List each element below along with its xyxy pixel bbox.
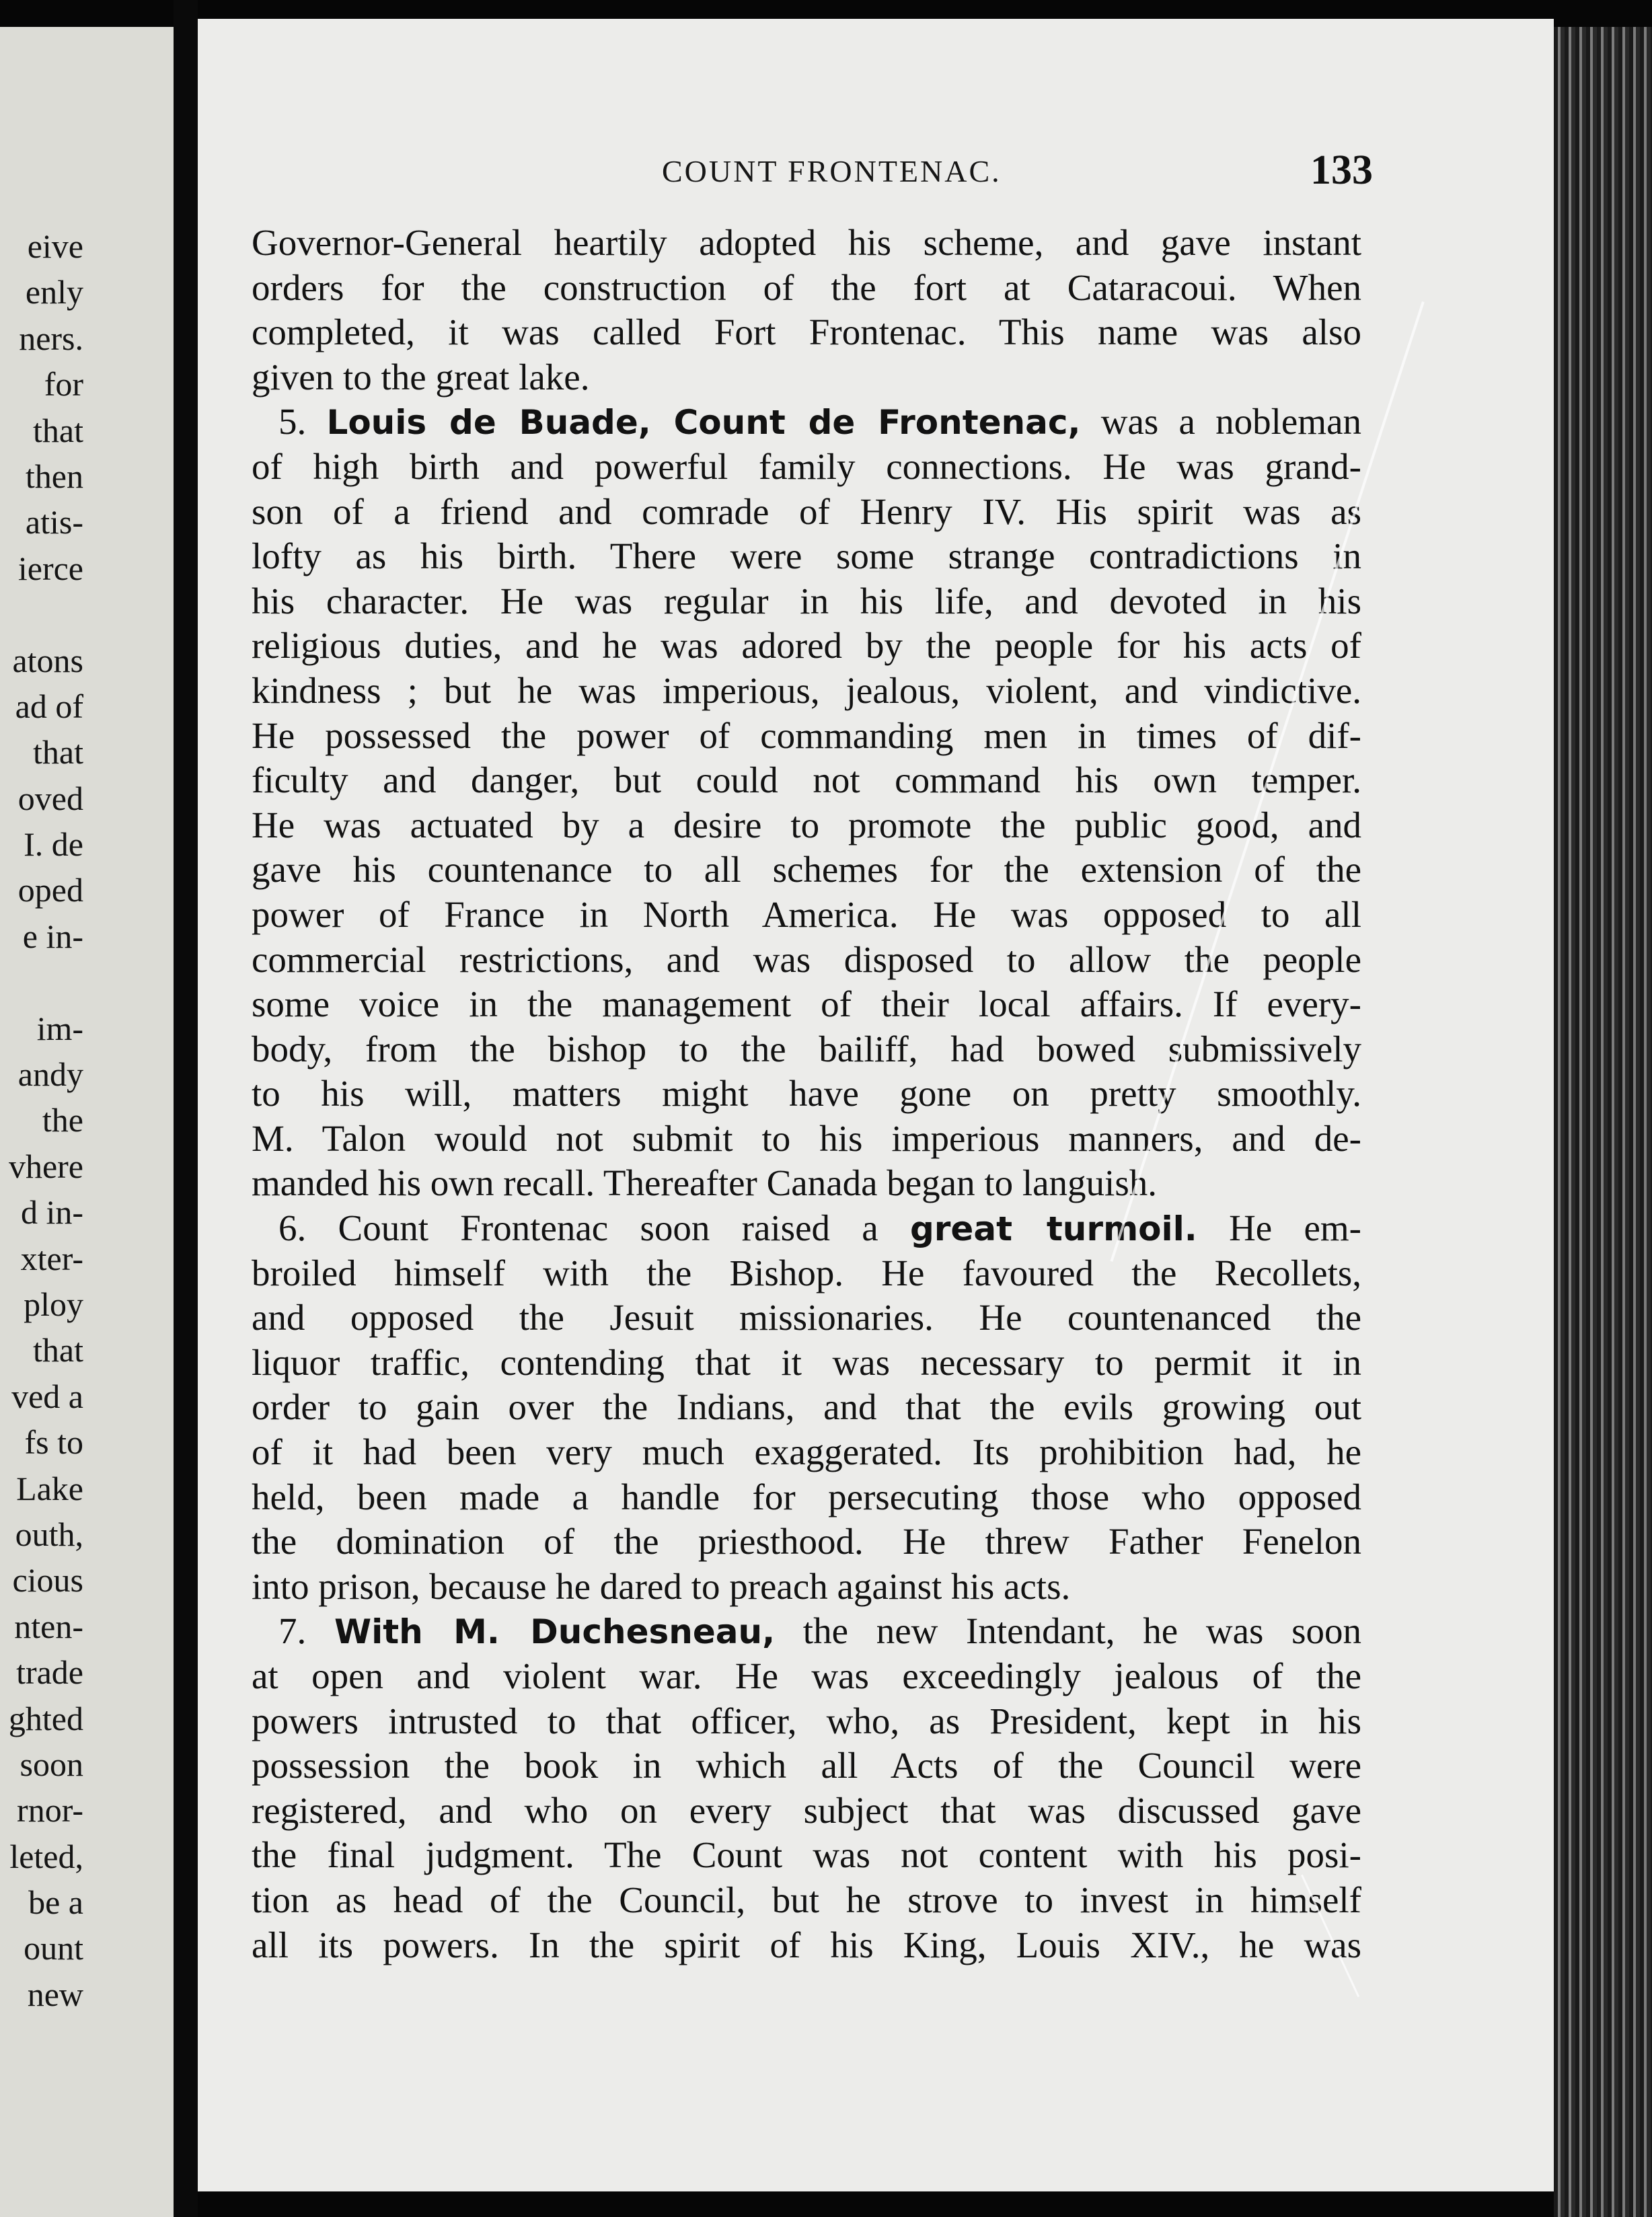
text-line: powers intrusted to that officer, who, as President, kept in his <box>252 1700 1361 1741</box>
text-line: broiled himself with the Bishop. He favoured the Recollets, <box>252 1252 1361 1293</box>
left-page-fragment: fs to <box>24 1423 83 1462</box>
left-page-fragments <box>9 223 83 2017</box>
left-page-fragment: atis- <box>25 503 83 541</box>
left-page-fragment: ved a <box>11 1377 83 1415</box>
left-page-fragment: atons <box>12 641 83 679</box>
text-line: of it had been very much exaggerated. Its prohibition had, he <box>252 1431 1361 1473</box>
left-page-fragment <box>9 591 83 637</box>
left-page-fragment <box>9 959 83 1005</box>
text-line: given to the great lake. <box>252 356 590 398</box>
text-line: gave his countenance to all schemes for the extension of the <box>252 849 1361 891</box>
left-page-fragment: that <box>33 733 83 772</box>
left-page-fragment: that <box>33 1331 83 1369</box>
left-page-fragment: vhere <box>8 1147 83 1185</box>
left-page-fragment: andy <box>17 1055 83 1094</box>
text-line: some voice in the management of their local affairs. If every- <box>252 983 1361 1025</box>
left-page-fragment: eive <box>27 227 83 265</box>
text-line: He was actuated by a desire to promote the public good, and <box>252 804 1361 846</box>
text-line: tion as head of the Council, but he strove to invest in himself <box>252 1879 1361 1920</box>
text-line: He possessed the power of commanding men in times of dif- <box>252 714 1361 756</box>
running-head: COUNT FRONTENAC. <box>662 154 1002 188</box>
text-line: the domination of the priesthood. He threw Father Fenelon <box>252 1521 1361 1563</box>
text-line: Governor-General heartily adopted his scheme, and gave instant <box>252 222 1361 263</box>
left-page-fragment: Lake <box>16 1469 83 1507</box>
paragraph-text: He em- <box>1197 1207 1361 1249</box>
text-line: of high birth and powerful family connections. He was grand- <box>252 445 1361 487</box>
left-page-fragment: oped <box>17 871 83 909</box>
text-line: religious duties, and he was adored by the people for his acts of <box>252 625 1361 667</box>
paragraph-number: 5. <box>278 401 327 443</box>
text-line: son of a friend and comrade of Henry IV. His spirit was as <box>252 490 1361 532</box>
text-line: completed, it was called Fort Frontenac. This name was also <box>252 311 1361 353</box>
text-line: power of France in North America. He was opposed to all <box>252 893 1361 935</box>
left-page-fragment: soon <box>20 1745 83 1783</box>
text-line: commercial restrictions, and was disposed to allow the people <box>252 938 1361 980</box>
text-line: kindness ; but he was imperious, jealous, violent, and vindictive. <box>252 669 1361 711</box>
left-page-fragment: outh, <box>15 1515 83 1553</box>
left-page-fragment: I. de <box>24 825 83 864</box>
left-facing-page <box>0 27 174 2217</box>
paragraph-heading-frontenac: Louis de Buade, Count de Frontenac, <box>326 403 1081 443</box>
text-line: into prison, because he dared to preach against his acts. <box>252 1565 1071 1607</box>
text-line: body, from the bishop to the bailiff, had bowed submissively <box>252 1028 1361 1069</box>
left-page-fragment: ners. <box>19 319 83 357</box>
text-line: to his will, matters might have gone on pretty smoothly. <box>252 1073 1361 1115</box>
page-edges <box>1554 27 1652 2217</box>
paragraph-heading-turmoil: great turmoil. <box>909 1209 1197 1249</box>
text-line: possession the book in which all Acts of the Council were <box>252 1745 1361 1787</box>
left-page-fragment: xter- <box>20 1239 83 1277</box>
paragraph-number: 7. <box>278 1610 334 1652</box>
text-line: M. Talon would not submit to his imperious manners, and de- <box>252 1117 1361 1159</box>
right-page <box>198 19 1554 2191</box>
left-page-fragment: the <box>42 1101 83 1139</box>
text-line: ficulty and danger, but could not command his own temper. <box>252 759 1361 801</box>
left-page-fragment: ploy <box>24 1285 83 1323</box>
text-line: order to gain over the Indians, and that the evils growing out <box>252 1386 1361 1428</box>
left-page-fragment: ghted <box>8 1699 83 1737</box>
left-page-fragment: be a <box>28 1883 83 1922</box>
left-page-fragment: ierce <box>17 549 83 587</box>
left-page-fragment: new <box>27 1975 83 2013</box>
paragraph-text: was a nobleman <box>1080 401 1361 443</box>
left-page-fragment: ount <box>24 1929 83 1967</box>
left-page-fragment: then <box>25 457 83 495</box>
left-page-fragment: cious <box>12 1561 83 1600</box>
text-line: registered, and who on every subject that was discussed gave <box>252 1789 1361 1831</box>
text-line: all its powers. In the spirit of his King, Louis XIV., he was <box>252 1924 1361 1965</box>
text-line: held, been made a handle for persecuting those who opposed <box>252 1476 1361 1517</box>
paragraph-7-first-line <box>252 1609 1361 1654</box>
left-page-fragment: oved <box>17 779 83 817</box>
text-line: liquor traffic, contending that it was necessary to permit it in <box>252 1341 1361 1383</box>
text-line: lofty as his birth. There were some strange contradictions in <box>252 535 1361 577</box>
left-page-fragment: im- <box>36 1009 83 1047</box>
left-page-fragment: ad of <box>15 687 83 725</box>
left-page-fragment: leted, <box>9 1837 83 1875</box>
left-page-fragment: enly <box>25 273 83 311</box>
body-text <box>252 221 1361 1967</box>
text-line: at open and violent war. He was exceedingly jealous of the <box>252 1655 1361 1696</box>
text-line: his character. He was regular in his life, and devoted in his <box>252 580 1361 622</box>
text-line: manded his own recall. Thereafter Canada began to languish. <box>252 1162 1157 1204</box>
paragraph-5-first-line <box>252 400 1361 445</box>
left-page-fragment: e in- <box>22 917 83 955</box>
left-page-fragment: trade <box>16 1653 83 1692</box>
paragraph-6-first-line <box>252 1206 1361 1251</box>
left-page-fragment: that <box>33 411 83 449</box>
book-gutter <box>174 0 198 2217</box>
left-page-fragment: nten- <box>14 1607 83 1645</box>
paragraph-heading-duchesneau: With M. Duchesneau, <box>334 1612 776 1652</box>
left-page-fragment: d in- <box>20 1193 83 1232</box>
paragraph-text: 6. Count Frontenac soon raised a <box>278 1207 910 1249</box>
left-page-fragment: for <box>44 365 83 404</box>
page-number: 133 <box>1310 147 1373 193</box>
left-page-fragment: rnor- <box>17 1791 83 1830</box>
text-line: the final judgment. The Count was not content with his posi- <box>252 1834 1361 1876</box>
paragraph-text: the new Intendant, he was soon <box>775 1610 1361 1652</box>
text-line: and opposed the Jesuit missionaries. He countenanced the <box>252 1297 1361 1339</box>
text-line: orders for the construction of the fort at Cataracoui. When <box>252 266 1361 308</box>
